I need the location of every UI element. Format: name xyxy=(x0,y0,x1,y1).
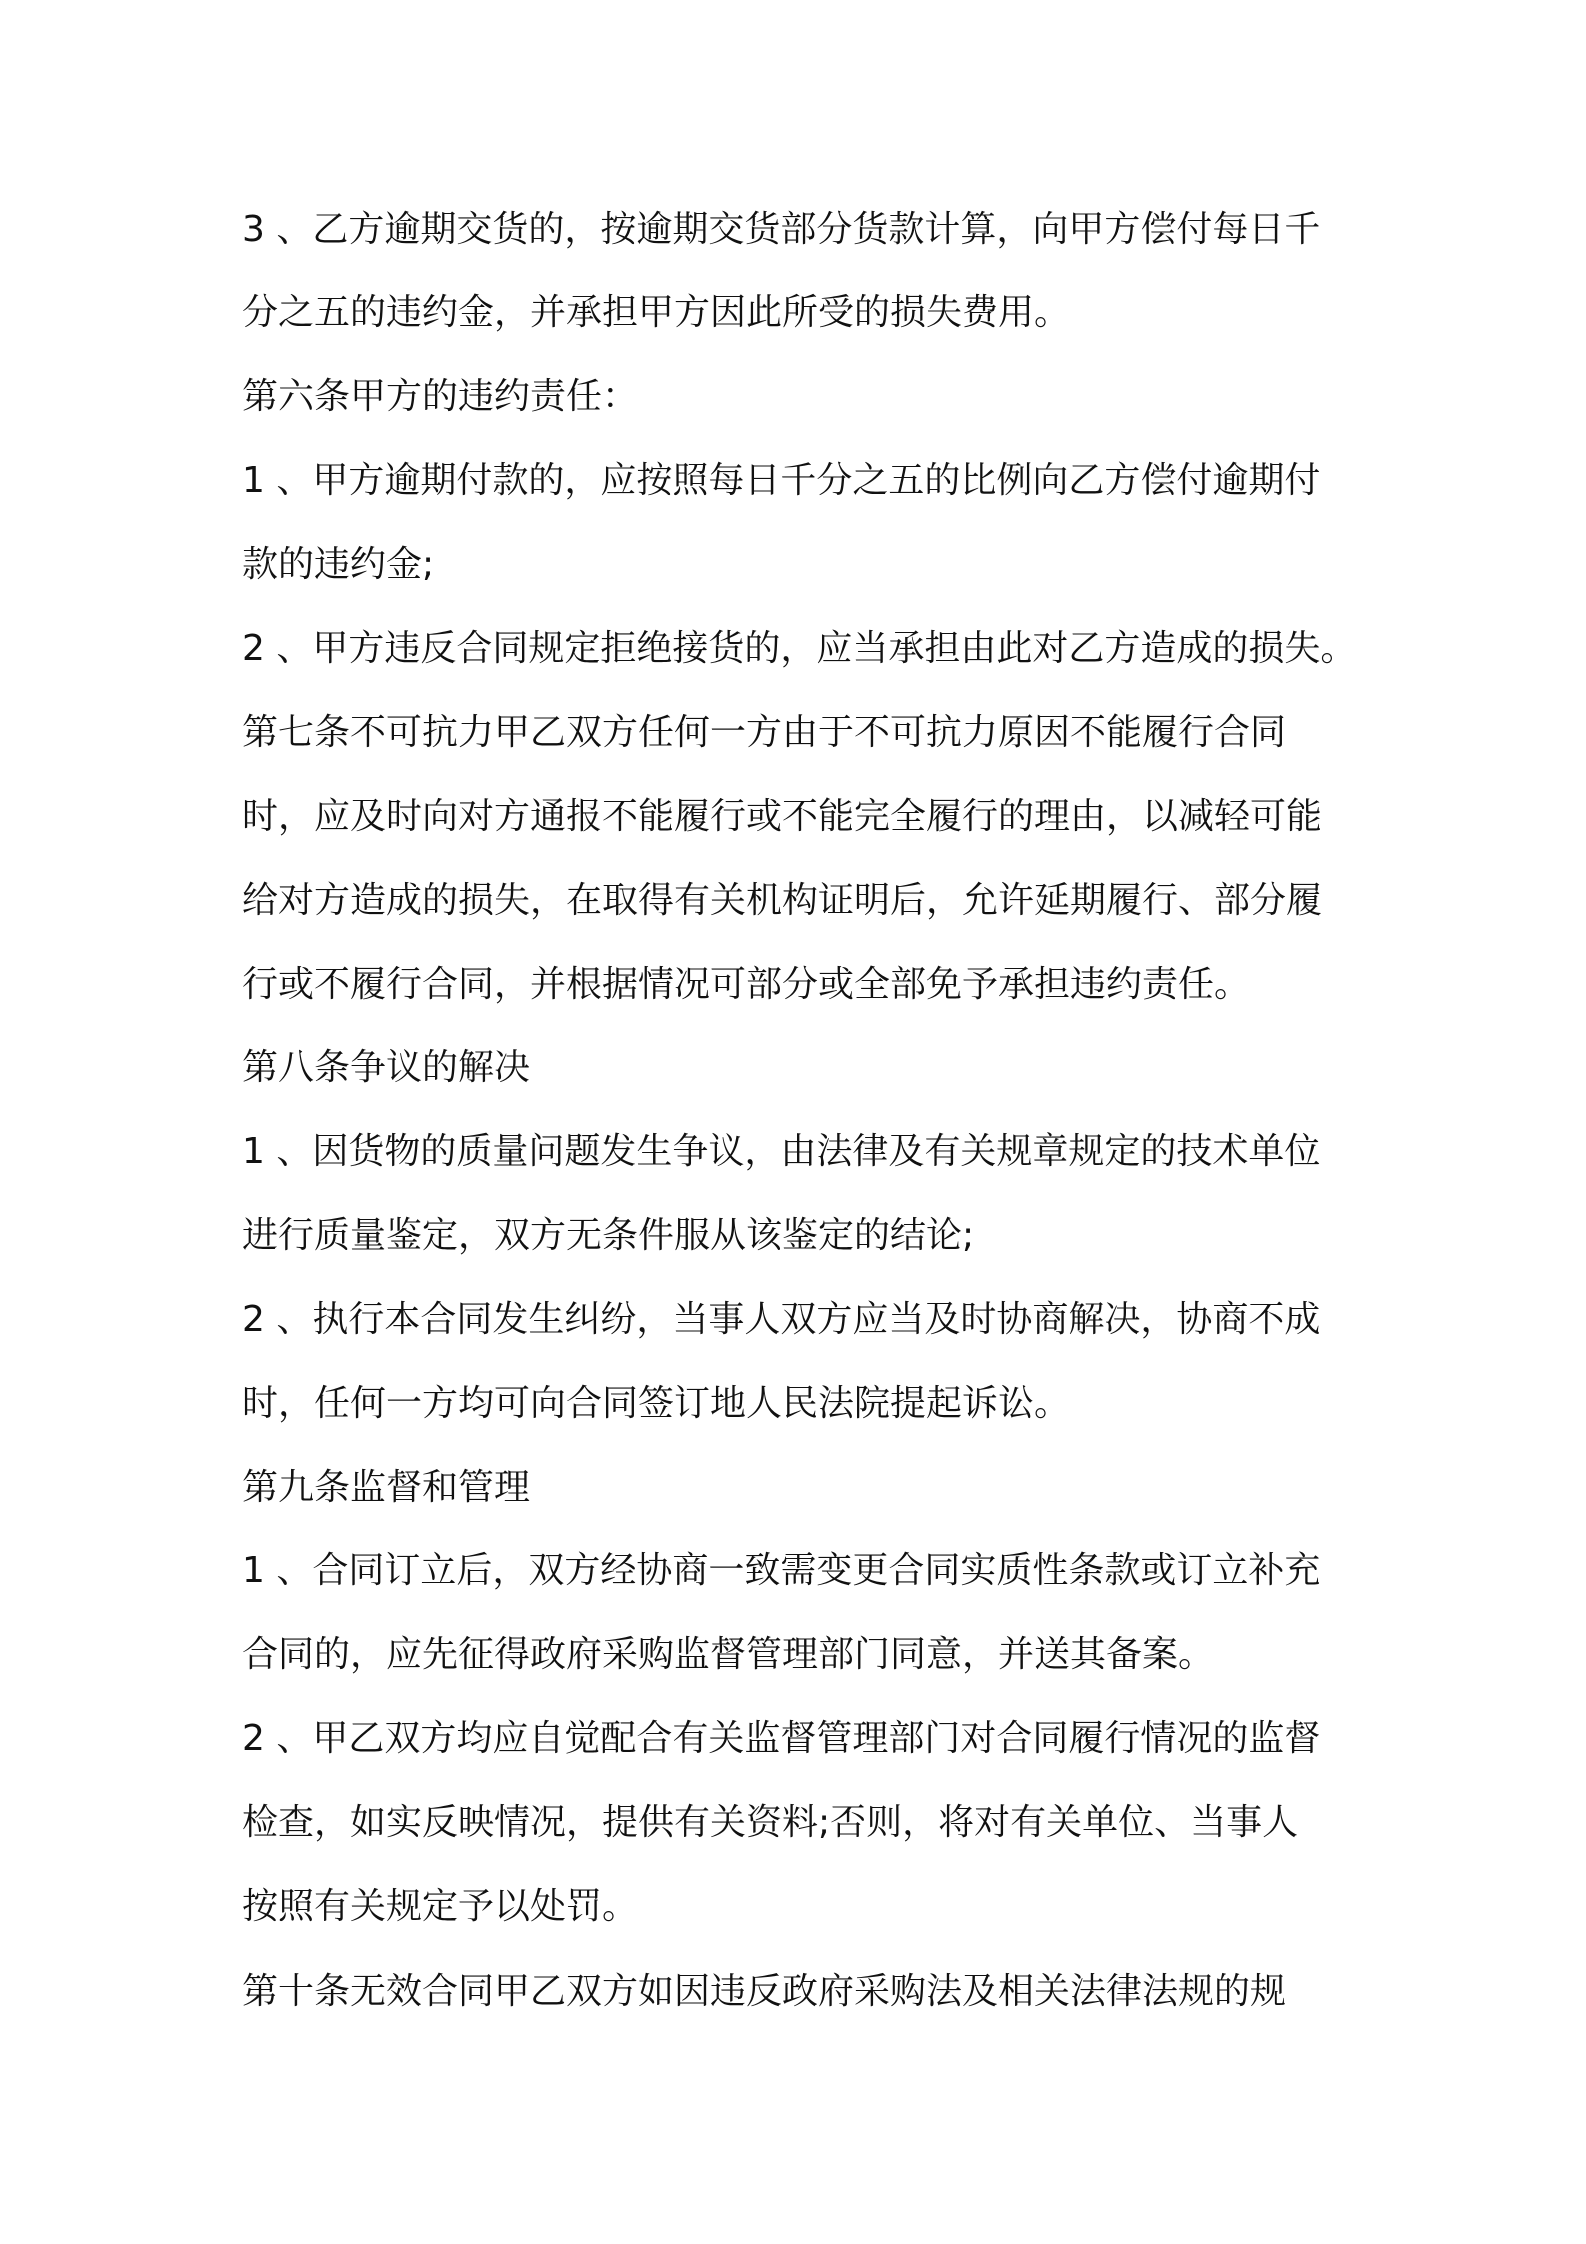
text-line-4: 1 、甲方逾期付款的，应按照每日千分之五的比例向乙方偿付逾期付 xyxy=(242,460,1321,501)
text-line-1: 3 、乙方逾期交货的，按逾期交货部分货款计算，向甲方偿付每日千 xyxy=(242,209,1321,250)
text-line-6: 2 、甲方违反合同规定拒绝接货的，应当承担由此对乙方造成的损失。 xyxy=(242,628,1357,669)
text-line-19: 2 、甲乙双方均应自觉配合有关监督管理部门对合同履行情况的监督 xyxy=(242,1718,1321,1759)
text-line-13: 进行质量鉴定，双方无条件服从该鉴定的结论; xyxy=(242,1215,975,1256)
text-line-21: 按照有关规定予以处罚。 xyxy=(242,1886,639,1927)
text-line-15: 时，任何一方均可向合同签订地人民法院提起诉讼。 xyxy=(242,1383,1071,1424)
text-line-17: 1 、合同订立后，双方经协商一致需变更合同实质性条款或订立补充 xyxy=(242,1550,1321,1591)
text-line-18: 合同的，应先征得政府采购监督管理部门同意，并送其备案。 xyxy=(242,1634,1215,1675)
article-8-heading: 第八条争议的解决 xyxy=(242,1047,531,1088)
text-line-9: 给对方造成的损失，在取得有关机构证明后，允许延期履行、部分履 xyxy=(242,880,1323,921)
text-line-14: 2 、执行本合同发生纠纷，当事人双方应当及时协商解决，协商不成 xyxy=(242,1299,1321,1340)
text-line-10: 行或不履行合同，并根据情况可部分或全部免予承担违约责任。 xyxy=(242,964,1251,1005)
text-line-12: 1 、因货物的质量问题发生争议，由法律及有关规章规定的技术单位 xyxy=(242,1131,1321,1172)
article-7-heading: 第七条不可抗力甲乙双方任何一方由于不可抗力原因不能履行合同 xyxy=(242,712,1287,753)
text-line-20: 检查，如实反映情况，提供有关资料;否则，将对有关单位、当事人 xyxy=(242,1802,1299,1843)
text-line-5: 款的违约金; xyxy=(242,544,435,585)
article-6-heading: 第六条甲方的违约责任： xyxy=(242,376,639,417)
text-line-8: 时，应及时向对方通报不能履行或不能完全履行的理由，以减轻可能 xyxy=(242,796,1323,837)
text-line-2: 分之五的违约金，并承担甲方因此所受的损失费用。 xyxy=(242,292,1071,333)
article-9-heading: 第九条监督和管理 xyxy=(242,1467,531,1508)
article-10-heading: 第十条无效合同甲乙双方如因违反政府采购法及相关法律法规的规 xyxy=(242,1971,1287,2012)
